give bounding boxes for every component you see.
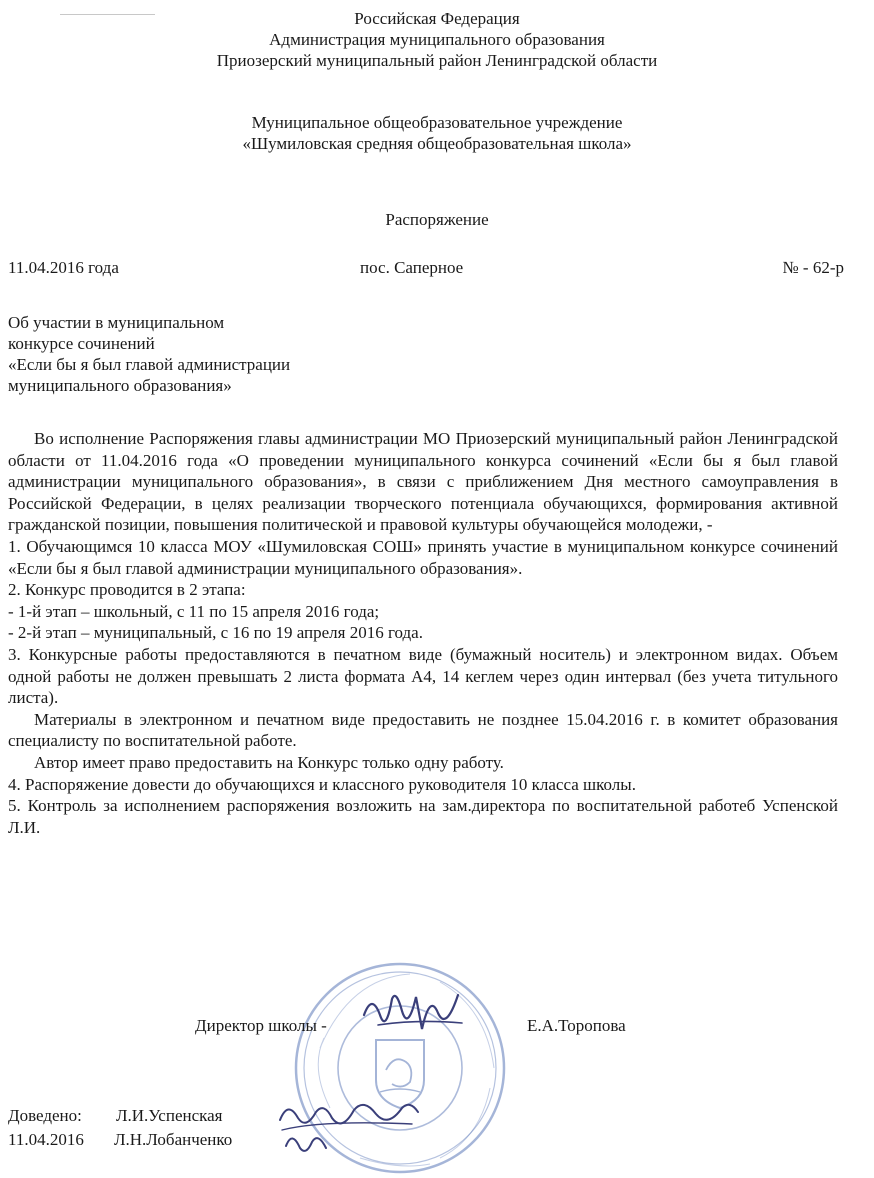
body-stage-1: - 1-й этап – школьный, с 11 по 15 апреля 2016 года; (8, 601, 380, 621)
document-body (8, 428, 838, 838)
header-line-administration: Администрация муниципального образования (269, 30, 605, 49)
document-date: 11.04.2016 года (8, 258, 119, 277)
body-stage-2: - 2-й этап – муниципальный, с 16 по 19 апреля 2016 года. (8, 623, 423, 643)
signatory-name: Е.А.Торопова (527, 1016, 626, 1035)
body-item-5: 5. Контроль за исполнением распоряжения возложить на зам.директора по воспитательной работеб Успенской Л.И. (8, 796, 838, 837)
document-subject (8, 312, 290, 396)
acknowledgement-signatures (272, 1090, 422, 1160)
document-title: Распоряжение (385, 210, 489, 229)
subject-line: муниципального образования» (8, 376, 232, 395)
acknowledgement-person-1: Л.И.Успенская (116, 1106, 223, 1125)
header-authority (0, 8, 874, 71)
header-school (0, 112, 874, 154)
acknowledgement-person-2: Л.Н.Лобанченко (114, 1130, 233, 1149)
body-item-4: 4. Распоряжение довести до обучающихся и классного руководителя 10 класса школы. (8, 774, 636, 794)
document-meta (8, 258, 844, 280)
signatory-position: Директор школы - (195, 1016, 327, 1035)
acknowledgement-date: 11.04.2016 (8, 1130, 84, 1149)
document-number: № - 62-р (782, 258, 844, 277)
acknowledgement-label: Доведено: (8, 1106, 82, 1125)
subject-line: конкурсе сочинений (8, 334, 155, 353)
body-item-2: 2. Конкурс проводится в 2 этапа: (8, 580, 246, 600)
subject-line: Об участии в муниципальном (8, 313, 225, 332)
subject-line: «Если бы я был главой администрации (8, 355, 291, 374)
header-line-country: Российская Федерация (354, 9, 520, 28)
header-line-district: Приозерский муниципальный район Ленинградской области (216, 51, 658, 70)
body-author: Автор имеет право предоставить на Конкурс только одну работу. (34, 752, 504, 772)
body-item-3: 3. Конкурсные работы предоставляются в печатном виде (бумажный носитель) и электронном видах. Объем одной работы не должен превышать 2 листа формата А4, 14 кеглем через один интервал (без учета титульного листа). (8, 644, 838, 708)
document-place: пос. Саперное (360, 258, 464, 277)
signature-block (0, 1016, 874, 1040)
body-materials: Материалы в электронном и печатном виде предоставить не позднее 15.04.2016 г. в комитет образования специалисту по воспитательной работе. (8, 709, 838, 751)
acknowledgement-block (8, 1104, 232, 1152)
header-line-school-name: «Шумиловская средняя общеобразовательная школа» (242, 134, 632, 153)
header-line-institution: Муниципальное общеобразовательное учреждение (251, 113, 623, 132)
body-intro: Во исполнение Распоряжения главы администрации МО Приозерский муниципальный район Ленинградской области от 11.04.2016 года «О проведении муниципального конкурса сочинений «Если бы я был главой администрации муниципального образования», в связи с приближением Дня местного самоуправления в Российской Федерации, в целях реализации творческого потенциала обучающихся, формирования активной гражданской позиции, повышения политической и правовой культуры обучающейся молодежи, - (8, 429, 838, 535)
body-item-1: 1. Обучающимся 10 класса МОУ «Шумиловская СОШ» принять участие в муниципальном конкурсе сочинений «Если бы я был главой администрации муниципального образования». (8, 536, 838, 578)
